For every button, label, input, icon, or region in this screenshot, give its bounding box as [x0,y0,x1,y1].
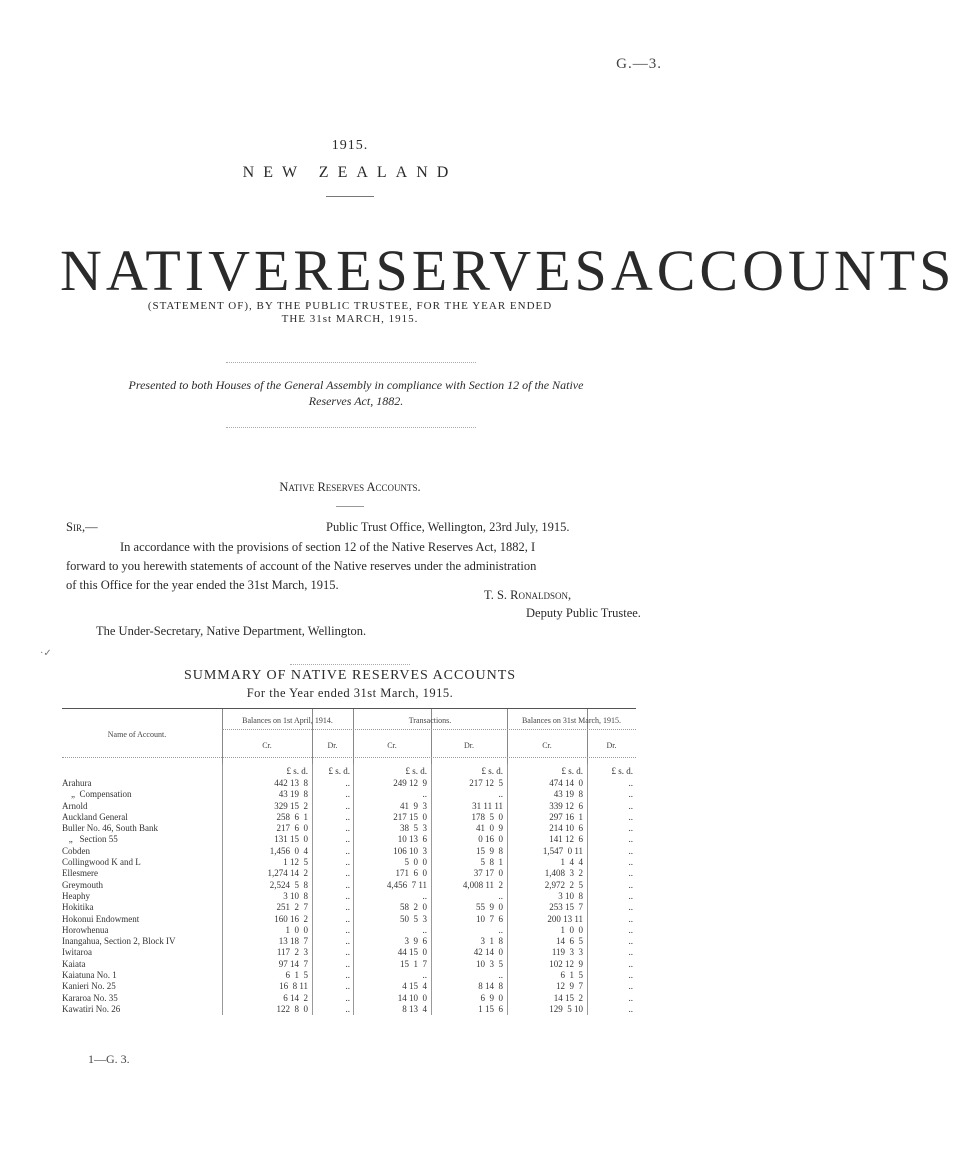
table-row [62,834,636,845]
cell-ob-cr: 43 19 8 [278,789,308,800]
cell-cb-dr: .. [628,811,633,822]
cell-ob-cr: 258 6 1 [276,811,308,822]
cell-cb-cr: 2,972 2 5 [544,879,583,890]
cell-ob-cr: 16 8 11 [279,981,308,992]
cell-ob-cr: 251 2 7 [276,902,308,913]
table-row [62,947,636,958]
letter-salutation: Sir,— [66,520,98,534]
account-name: Heaphy [62,890,90,901]
table-row [62,891,636,902]
account-name: Greymouth [62,879,103,890]
rule-dotted-1 [226,362,476,363]
account-name: Horowhenua [62,924,109,935]
cell-cb-dr: .. [628,800,633,811]
cell-t-cr: 249 12 9 [393,778,427,788]
cell-t-dr: 5 8 1 [480,857,503,868]
title-word-reserves: RESERVES [293,238,611,303]
cell-t-dr: 15 9 8 [476,845,503,856]
cell-t-dr: .. [498,924,503,935]
cell-t-cr: .. [422,789,427,800]
letter-signatory-title: Deputy Public Trustee. [526,606,641,620]
cell-ob-cr: 329 15 2 [274,800,308,811]
cell-t-dr: 178 5 0 [471,811,503,822]
table-row [62,959,636,970]
cell-t-cr: 106 10 3 [393,845,427,856]
country-name: NEW ZEALAND [242,164,458,181]
cell-cb-cr: 6 1 5 [560,970,583,981]
cell-cb-dr: .. [628,970,633,981]
cell-t-cr: 50 5 3 [400,913,427,924]
cell-cb-dr: .. [628,834,633,845]
cell-cb-cr: 102 12 9 [549,958,583,969]
cell-cb-cr: 1,547 0 11 [542,845,583,856]
cell-ob-dr: .. [345,823,350,834]
main-title [60,238,955,303]
cell-ob-dr: .. [345,879,350,890]
cell-ob-dr: .. [345,890,350,901]
header-transactions: Transactions. [408,716,452,725]
cell-t-dr: 217 12 5 [469,778,503,788]
presented-line-2: Reserves Act, 1882. [308,394,404,408]
cell-ob-dr: .. [345,992,350,1003]
cell-t-cr: .. [422,924,427,935]
cell-t-dr: .. [498,970,503,981]
letter-addressee: The Under-Secretary, Native Department, Wellington. [96,624,367,638]
cell-ob-dr: .. [345,981,350,992]
cell-t-dr: 41 0 9 [476,823,503,834]
presented-line-1: Presented to both Houses of the General Assembly in compliance with Section 12 of the Native [128,378,584,392]
cell-cb-dr: .. [628,857,633,868]
cell-ob-cr: 2,524 5 8 [269,879,308,890]
cell-ob-dr: .. [345,857,350,868]
cell-cb-dr: .. [628,845,633,856]
summary-table [62,708,636,1015]
cell-ob-dr: .. [345,958,350,969]
cell-ob-cr: 122 8 0 [276,1003,308,1014]
table-row [62,1004,636,1015]
table-row [62,902,636,913]
table-row [62,925,636,936]
cell-ob-cr: 13 18 7 [278,936,308,947]
cell-t-dr: 31 11 11 [472,800,503,811]
account-name: Hokitika [62,902,94,913]
subtitle [0,300,700,326]
letter-body-line-1: In accordance with the provisions of section 12 of the Native Reserves Act, 1882, I [120,540,536,554]
report-year: 1915. [331,138,369,153]
cell-cb-cr: 253 15 7 [549,902,583,913]
letter-body-line-3: of this Office for the year ended the 31st March, 1915. [66,578,339,592]
table-row [62,970,636,981]
cell-ob-cr: 131 15 0 [274,834,308,845]
account-name: „ Compensation [62,789,132,800]
cell-cb-cr: 200 13 11 [547,913,583,924]
cell-t-dr: 42 14 0 [473,947,503,958]
cell-cb-dr: .. [628,789,633,800]
cell-cb-cr: 129 5 10 [549,1003,583,1014]
cell-ob-dr: .. [345,834,350,845]
account-name: Arahura [62,778,92,788]
cell-t-cr: 3 9 6 [404,936,427,947]
cell-cb-dr: .. [628,778,633,788]
cell-ob-dr: .. [345,789,350,800]
cell-ob-dr: .. [345,845,350,856]
cell-t-cr: 5 0 0 [404,857,427,868]
header-balances-close: Balances on 31st March, 1915. [521,716,622,725]
table-row [62,993,636,1004]
cell-cb-dr: .. [628,879,633,890]
account-name: Ellesmere [62,868,98,879]
header-name: Name of Account. [107,730,167,739]
cell-t-cr: 217 15 0 [393,811,427,822]
cell-ob-dr: .. [345,936,350,947]
cell-cb-dr: .. [628,902,633,913]
lsd-t-cr: £ s. d. [405,766,427,776]
cell-ob-dr: .. [345,778,350,788]
page-footer: 1—G. 3. [88,1052,130,1066]
table-row [62,868,636,879]
cell-cb-cr: 3 10 8 [558,890,583,901]
header-t-cr: Cr. [387,741,397,750]
table-rows [62,778,636,1015]
cell-t-dr: 55 9 0 [476,902,503,913]
cell-t-cr: 14 10 0 [397,992,427,1003]
cell-t-dr: .. [498,789,503,800]
table-row [62,778,636,789]
cell-t-dr: 6 9 0 [480,992,503,1003]
presented-note [66,377,646,409]
cell-t-dr: 37 17 0 [473,868,503,879]
cell-ob-cr: 1 12 5 [283,857,308,868]
cell-ob-cr: 217 6 0 [276,823,308,834]
subtitle-line-1: (STATEMENT OF), BY THE PUBLIC TRUSTEE, FOR THE YEAR ENDED [147,300,553,312]
cell-t-cr: 44 15 0 [397,947,427,958]
cell-cb-cr: 1,408 3 2 [544,868,583,879]
letter-heading-rule [336,506,364,507]
cell-t-dr: 10 3 5 [476,958,503,969]
account-name: Hokonui Endowment [62,913,140,924]
cell-t-dr: 0 16 0 [478,834,503,845]
account-name: Kanieri No. 25 [62,981,116,992]
title-word-native: NATIVE [60,238,294,303]
table-row [62,823,636,834]
header-t-dr: Dr. [464,741,474,750]
lsd-t-dr: £ s. d. [481,766,503,776]
cell-ob-dr: .. [345,800,350,811]
cell-t-cr: 10 13 6 [397,834,427,845]
cell-cb-dr: .. [628,924,633,935]
cell-ob-dr: .. [345,868,350,879]
cell-cb-dr: .. [628,913,633,924]
table-row [62,846,636,857]
table-row [62,914,636,925]
cell-t-cr: 4 15 4 [402,981,427,992]
cell-ob-dr: .. [345,913,350,924]
cell-cb-cr: 1 0 0 [560,924,583,935]
page-reference: G.—3. [616,56,662,72]
account-name: Kararoa No. 35 [62,992,118,1003]
table-row [62,812,636,823]
currency-row [62,764,636,778]
rule-dotted-2 [226,427,476,428]
cell-cb-cr: 474 14 0 [549,778,583,788]
cell-cb-cr: 214 10 6 [549,823,583,834]
title-word-accounts: ACCOUNTS [610,238,955,303]
cell-cb-dr: .. [628,992,633,1003]
account-name: „ Section 55 [62,834,118,845]
table-body [62,764,636,1015]
account-name: Iwitaroa [62,947,92,958]
cell-t-dr: .. [498,890,503,901]
cell-cb-cr: 119 3 3 [551,947,583,958]
cell-cb-cr: 12 9 7 [556,981,583,992]
summary-subtitle: For the Year ended 31st March, 1915. [246,686,454,700]
cell-t-dr: 8 14 8 [478,981,503,992]
table-row [62,981,636,992]
rule-dotted-3 [290,664,410,665]
cell-ob-cr: 6 14 2 [283,992,308,1003]
cell-cb-dr: .. [628,936,633,947]
lsd-ob-cr: £ s. d. [286,766,308,776]
cell-ob-cr: 1 0 0 [285,924,308,935]
cell-ob-cr: 1,456 0 4 [269,845,308,856]
cell-cb-dr: .. [628,890,633,901]
account-name: Inangahua, Section 2, Block IV [62,936,176,947]
lsd-ob-dr: £ s. d. [328,766,350,776]
cell-t-cr: 15 1 7 [400,958,427,969]
cell-ob-cr: 117 2 3 [276,947,308,958]
cell-ob-cr: 442 13 8 [274,778,308,788]
account-name: Arnold [62,800,88,811]
cell-t-dr: 1 15 6 [478,1003,503,1014]
account-name: Buller No. 46, South Bank [62,823,158,834]
header-ob-dr: Dr. [327,741,338,750]
cell-ob-cr: 6 1 5 [285,970,308,981]
lsd-cb-cr: £ s. d. [561,766,583,776]
cell-t-dr: 3 1 8 [480,936,503,947]
account-name: Kaiata [62,958,86,969]
table-header [62,708,636,764]
cell-t-cr: 58 2 0 [400,902,427,913]
table-row [62,857,636,868]
cell-cb-dr: .. [628,947,633,958]
cell-cb-cr: 14 15 2 [553,992,583,1003]
cell-ob-dr: .. [345,924,350,935]
header-balances-open: Balances on 1st April, 1914. [242,716,333,725]
cell-ob-cr: 1,274 14 2 [267,868,308,879]
cell-ob-cr: 3 10 8 [283,890,308,901]
cell-t-cr: .. [422,890,427,901]
cell-t-dr: 4,008 11 2 [462,879,503,890]
margin-mark: ·✓ [40,648,52,659]
cell-cb-dr: .. [628,958,633,969]
cell-cb-cr: 1 4 4 [560,857,583,868]
cell-t-cr: 4,456 7 11 [386,879,427,890]
table-row [62,880,636,891]
cell-t-cr: 171 6 0 [395,868,427,879]
cell-t-cr: 41 9 3 [400,800,427,811]
cell-cb-dr: .. [628,868,633,879]
cell-ob-dr: .. [345,902,350,913]
cell-cb-cr: 14 6 5 [556,936,583,947]
cell-cb-dr: .. [628,981,633,992]
header-cb-cr: Cr. [542,741,552,750]
lsd-cb-dr: £ s. d. [611,766,633,776]
account-name: Collingwood K and L [62,857,141,868]
account-name: Kaiatuna No. 1 [62,970,117,981]
cell-cb-dr: .. [628,823,633,834]
letter-office-date: Public Trust Office, Wellington, 23rd July, 1915. [326,520,570,534]
header-separator [222,729,636,730]
cell-ob-cr: 160 16 2 [274,913,308,924]
subtitle-line-2: THE 31st MARCH, 1915. [281,313,419,325]
letter-body-line-2: forward to you herewith statements of account of the Native reserves under the administration [66,559,537,573]
cell-t-cr: 38 5 3 [400,823,427,834]
account-name: Auckland General [62,811,128,822]
header-cb-dr: Dr. [606,741,617,750]
cell-ob-dr: .. [345,1003,350,1014]
cell-ob-dr: .. [345,811,350,822]
cell-cb-cr: 339 12 6 [549,800,583,811]
cell-cb-cr: 43 19 8 [553,789,583,800]
table-row [62,789,636,800]
summary-title: SUMMARY OF NATIVE RESERVES ACCOUNTS [183,668,517,683]
table-row [62,801,636,812]
cell-ob-dr: .. [345,947,350,958]
title-rule-short [326,196,374,197]
letter-heading: Native Reserves Accounts. [279,480,421,494]
account-name: Cobden [62,845,90,856]
cell-ob-dr: .. [345,970,350,981]
cell-cb-cr: 141 12 6 [549,834,583,845]
cell-t-dr: 10 7 6 [476,913,503,924]
cell-cb-dr: .. [628,1003,633,1014]
letter-signatory: T. S. Ronaldson, [484,588,572,602]
cell-cb-cr: 297 16 1 [549,811,583,822]
cell-t-cr: .. [422,970,427,981]
cell-t-cr: 8 13 4 [402,1003,427,1014]
account-name: Kawatiri No. 26 [62,1003,121,1014]
table-row [62,936,636,947]
cell-ob-cr: 97 14 7 [278,958,308,969]
header-ob-cr: Cr. [262,741,272,750]
